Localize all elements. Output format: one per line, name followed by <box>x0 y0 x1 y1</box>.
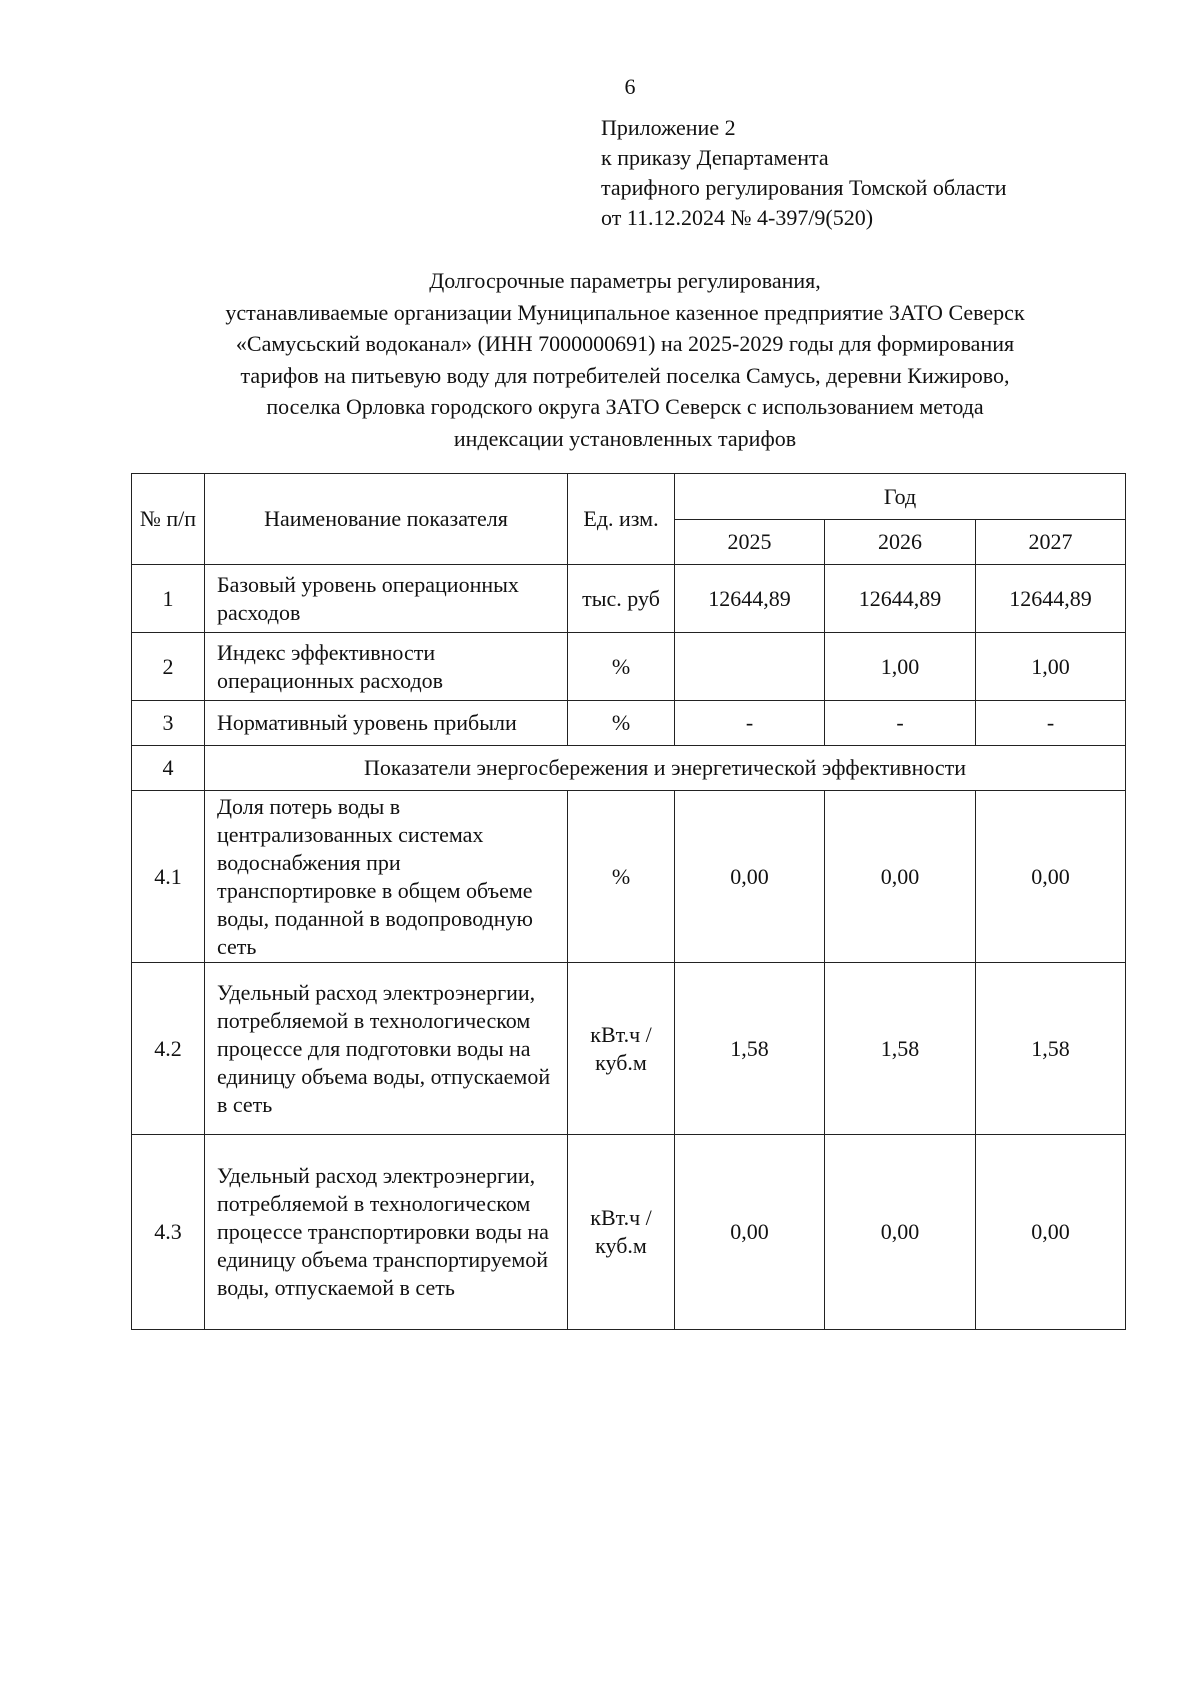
row-value-2025 <box>675 633 825 701</box>
title-line: «Самусьский водоканал» (ИНН 7000000691) на 2025-2029 годы для формирования <box>235 331 1015 356</box>
title-line: индексации установленных тарифов <box>453 425 797 451</box>
table-row <box>132 791 1126 963</box>
annex-line: от 11.12.2024 № 4-397/9(520) <box>601 205 874 230</box>
row-value-2027: 1,58 <box>976 963 1126 1135</box>
annex-block <box>601 113 1006 233</box>
row-num: 4.3 <box>132 1135 205 1330</box>
row-value-2027: 1,00 <box>976 633 1126 701</box>
row-value-2026: 0,00 <box>825 1135 976 1330</box>
row-value-2025: 0,00 <box>675 791 825 963</box>
header-unit: Ед. изм. <box>568 474 675 565</box>
table-row <box>132 633 1126 701</box>
row-value-2025: 12644,89 <box>675 565 825 633</box>
row-name: Доля потерь воды в централизованных системах водоснабжения при транспортировке в общем объеме воды, поданной в водопроводную сеть <box>205 791 568 963</box>
row-num: 4.2 <box>132 963 205 1135</box>
row-num: 4 <box>132 746 205 791</box>
row-name: Базовый уровень операционных расходов <box>205 565 568 633</box>
row-num: 4.1 <box>132 791 205 963</box>
row-num: 1 <box>132 565 205 633</box>
table-row <box>132 701 1126 746</box>
row-value-2026: - <box>825 701 976 746</box>
row-value-2027: 12644,89 <box>976 565 1126 633</box>
parameters-table <box>131 473 1126 1330</box>
row-name: Удельный расход электроэнергии, потребляемой в технологическом процессе для подготовки воды на единицу объема воды, отпускаемой в сеть <box>205 963 568 1135</box>
row-unit: % <box>568 791 675 963</box>
table-row <box>132 1135 1126 1330</box>
row-unit: кВт.ч / куб.м <box>568 1135 675 1330</box>
row-value-2025: - <box>675 701 825 746</box>
row-value-2027: 0,00 <box>976 1135 1126 1330</box>
annex-line: к приказу Департамента <box>601 145 829 170</box>
title-line: поселка Орловка городского округа ЗАТО Северск с использованием метода <box>266 394 984 419</box>
header-name: Наименование показателя <box>205 474 568 565</box>
table-section-row <box>132 746 1126 791</box>
header-year-2025: 2025 <box>675 520 825 565</box>
table-row <box>132 963 1126 1135</box>
row-value-2026: 0,00 <box>825 791 976 963</box>
row-unit: % <box>568 701 675 746</box>
row-name: Нормативный уровень прибыли <box>205 701 568 746</box>
header-num: № п/п <box>132 474 205 565</box>
row-num: 2 <box>132 633 205 701</box>
page-number: 6 <box>624 74 636 99</box>
row-value-2027: 0,00 <box>976 791 1126 963</box>
title-line: Долгосрочные параметры регулирования, <box>429 268 821 293</box>
header-year-2026: 2026 <box>825 520 976 565</box>
annex-line: Приложение 2 <box>601 115 736 140</box>
row-unit: кВт.ч / куб.м <box>568 963 675 1135</box>
row-value-2026: 1,58 <box>825 963 976 1135</box>
section-title: Показатели энергосбережения и энергетической эффективности <box>205 746 1126 791</box>
header-year: Год <box>675 474 1126 520</box>
row-name: Удельный расход электроэнергии, потребляемой в технологическом процессе транспортировки воды на единицу объема транспортируемой воды, отпускаемой в сеть <box>205 1135 568 1330</box>
title-line: тарифов на питьевую воду для потребителей поселка Самусь, деревни Кижирово, <box>240 362 1010 388</box>
row-unit: тыс. руб <box>568 565 675 633</box>
row-value-2027: - <box>976 701 1126 746</box>
header-year-2027: 2027 <box>976 520 1126 565</box>
row-value-2025: 0,00 <box>675 1135 825 1330</box>
title-line: устанавливаемые организации Муниципальное казенное предприятие ЗАТО Северск <box>225 299 1025 325</box>
annex-line: тарифного регулирования Томской области <box>601 175 1007 200</box>
row-name: Индекс эффективности операционных расходов <box>205 633 568 701</box>
row-value-2026: 12644,89 <box>825 565 976 633</box>
row-value-2026: 1,00 <box>825 633 976 701</box>
document-title <box>120 265 1130 454</box>
row-unit: % <box>568 633 675 701</box>
row-value-2025: 1,58 <box>675 963 825 1135</box>
table-row <box>132 565 1126 633</box>
table-header-row <box>132 474 1126 520</box>
row-num: 3 <box>132 701 205 746</box>
